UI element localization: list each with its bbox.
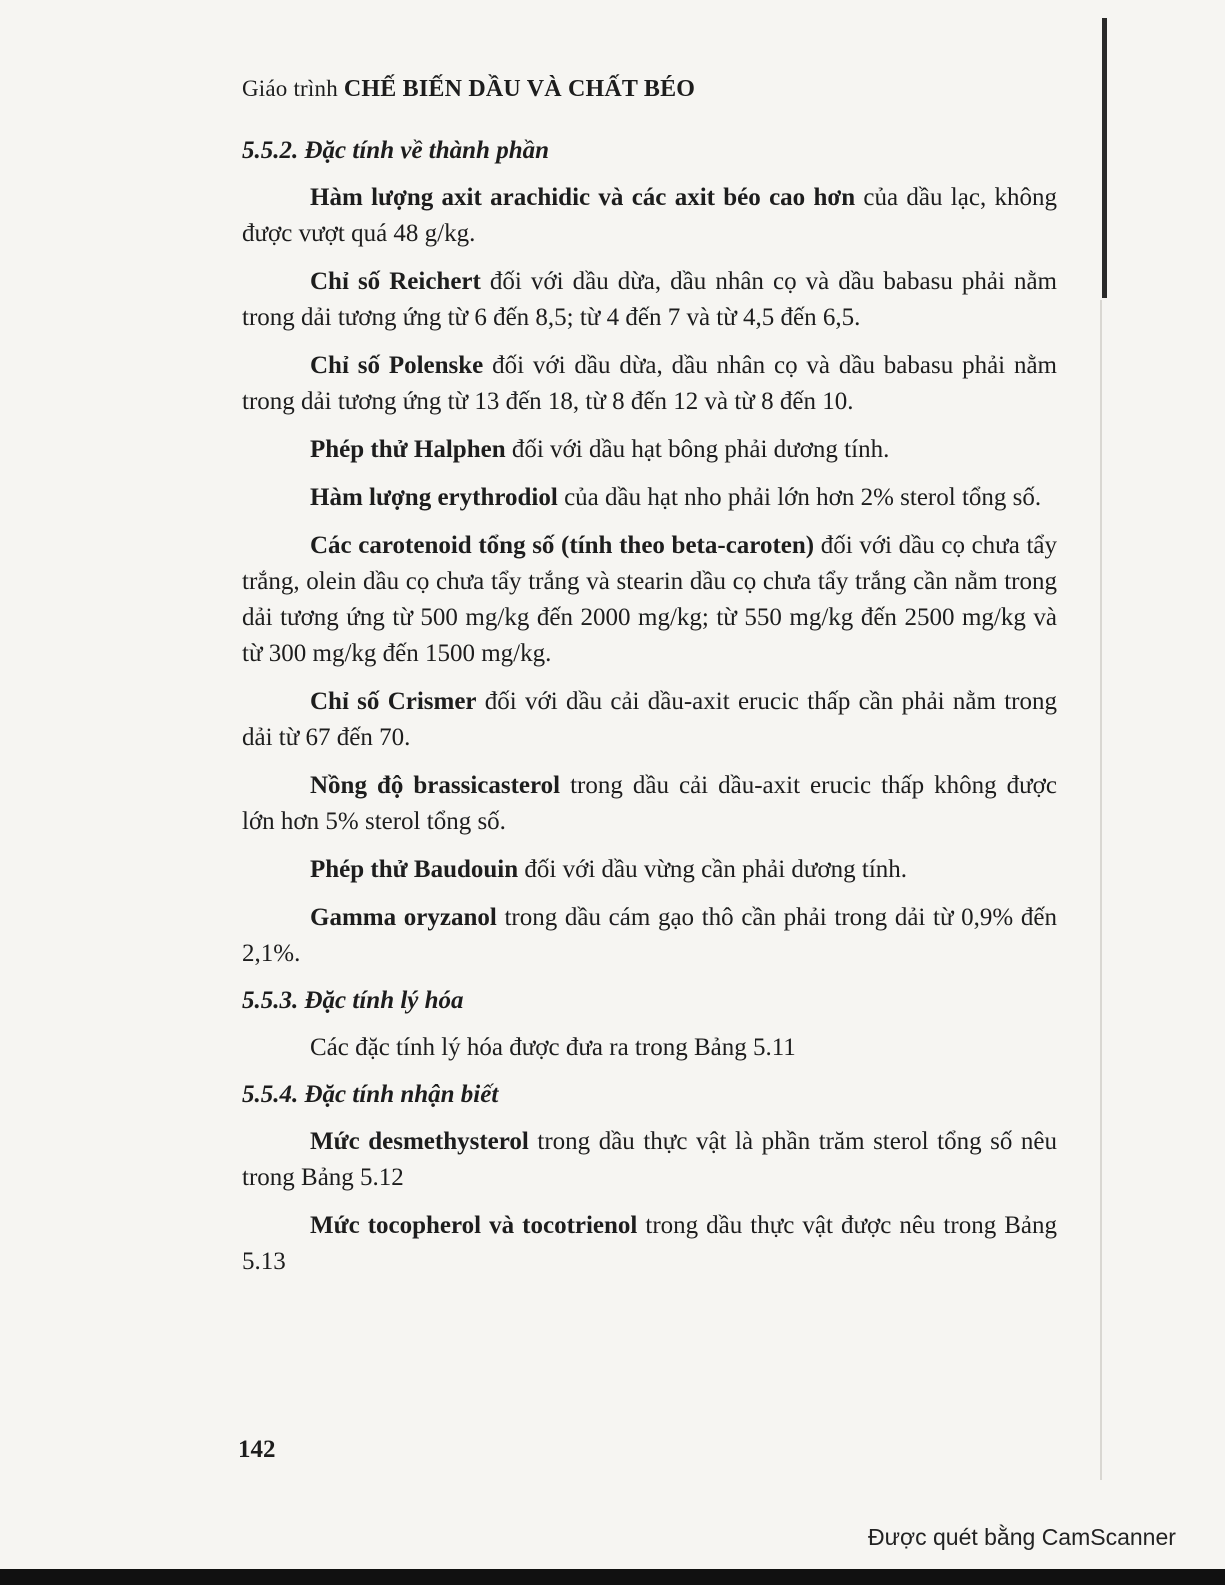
paragraph (242, 264, 1057, 336)
paragraph-text: đối với dầu cọ chưa tẩy trắng, olein dầu cọ chưa tẩy trắng và stearin dầu cọ chưa tẩy trắng cần nằm trong dải tương ứng từ 500 mg/kg đến 2000 mg/kg; từ 550 mg/kg đến 2500 mg/kg và từ 300 mg/kg đến 1500 mg/kg. (242, 532, 1058, 667)
paragraph-text: trong dầu thực vật được nêu trong Bảng 5.13 (242, 1212, 1057, 1275)
page-edge-line (1100, 300, 1102, 1480)
paragraph (242, 900, 1057, 972)
page-number: 142 (238, 1436, 276, 1463)
paragraph (242, 348, 1057, 420)
paragraph-text: của dầu hạt nho phải lớn hơn 2% sterol tổng số. (557, 484, 1042, 511)
paragraph (242, 1124, 1057, 1196)
term: Hàm lượng axit arachidic và các axit béo cao hơn (310, 184, 856, 211)
paragraph (242, 180, 1057, 252)
paragraph-text: của dầu lạc, không được vượt quá 48 g/kg. (242, 184, 1057, 247)
term: Hàm lượng erythrodiol (310, 484, 558, 511)
term: Gamma oryzanol (310, 904, 497, 931)
paragraph (242, 768, 1057, 840)
term: Phép thử Baudouin (310, 856, 519, 883)
paragraph (242, 1208, 1057, 1280)
paragraph-text: đối với dầu dừa, dầu nhân cọ và dầu babasu phải nằm trong dải tương ứng từ 6 đến 8,5; từ 4 đến 7 và từ 4,5 đến 6,5. (242, 268, 1057, 331)
paragraph-text: trong dầu cải dầu-axit erucic thấp không được lớn hơn 5% sterol tổng số. (242, 772, 1057, 835)
scanner-watermark: Được quét bằng CamScanner (868, 1524, 1176, 1550)
running-header (242, 76, 695, 103)
term: Mức desmethysterol (310, 1128, 529, 1155)
header-prefix: Giáo trình (242, 76, 338, 101)
paragraph-text: trong dầu cám gạo thô cần phải trong dải từ 0,9% đến 2,1%. (242, 904, 1058, 967)
section-title-5-5-3: 5.5.3. Đặc tính lý hóa (242, 987, 464, 1014)
paragraph (242, 684, 1057, 756)
term: Nồng độ brassicasterol (310, 772, 561, 799)
term: Mức tocopherol và tocotrienol (310, 1212, 638, 1239)
term: Chỉ số Crismer (310, 688, 477, 715)
paragraph (242, 480, 1057, 516)
header-book-title: CHẾ BIẾN DẦU VÀ CHẤT BÉO (343, 76, 696, 102)
page-content (242, 134, 1057, 1292)
paragraph-text: đối với dầu cải dầu-axit erucic thấp cần phải nằm trong dải từ 67 đến 70. (242, 688, 1057, 751)
term: Chỉ số Polenske (310, 352, 484, 379)
paragraph-text: đối với dầu dừa, dầu nhân cọ và dầu babasu phải nằm trong dải tương ứng từ 13 đến 18, từ 8 đến 12 và từ 8 đến 10. (242, 352, 1057, 415)
term: Chỉ số Reichert (310, 268, 481, 295)
paragraph-text: đối với dầu vừng cần phải dương tính. (518, 856, 908, 883)
section-title-5-5-2: 5.5.2. Đặc tính về thành phần (242, 137, 550, 164)
book-spine-shadow (1102, 18, 1107, 298)
paragraph (242, 432, 1057, 468)
term: Các carotenoid tổng số (tính theo beta-caroten) (310, 532, 815, 559)
paragraph (242, 528, 1057, 672)
paragraph-text: trong dầu thực vật là phần trăm sterol tổng số nêu trong Bảng 5.12 (242, 1128, 1057, 1191)
bottom-border (0, 1569, 1225, 1585)
paragraph-text: đối với dầu hạt bông phải dương tính. (505, 436, 890, 463)
paragraph-text: Các đặc tính lý hóa được đưa ra trong Bảng 5.11 (310, 1034, 796, 1061)
paragraph (242, 852, 1057, 888)
term: Phép thử Halphen (310, 436, 506, 463)
section-title-5-5-4: 5.5.4. Đặc tính nhận biết (242, 1081, 499, 1108)
